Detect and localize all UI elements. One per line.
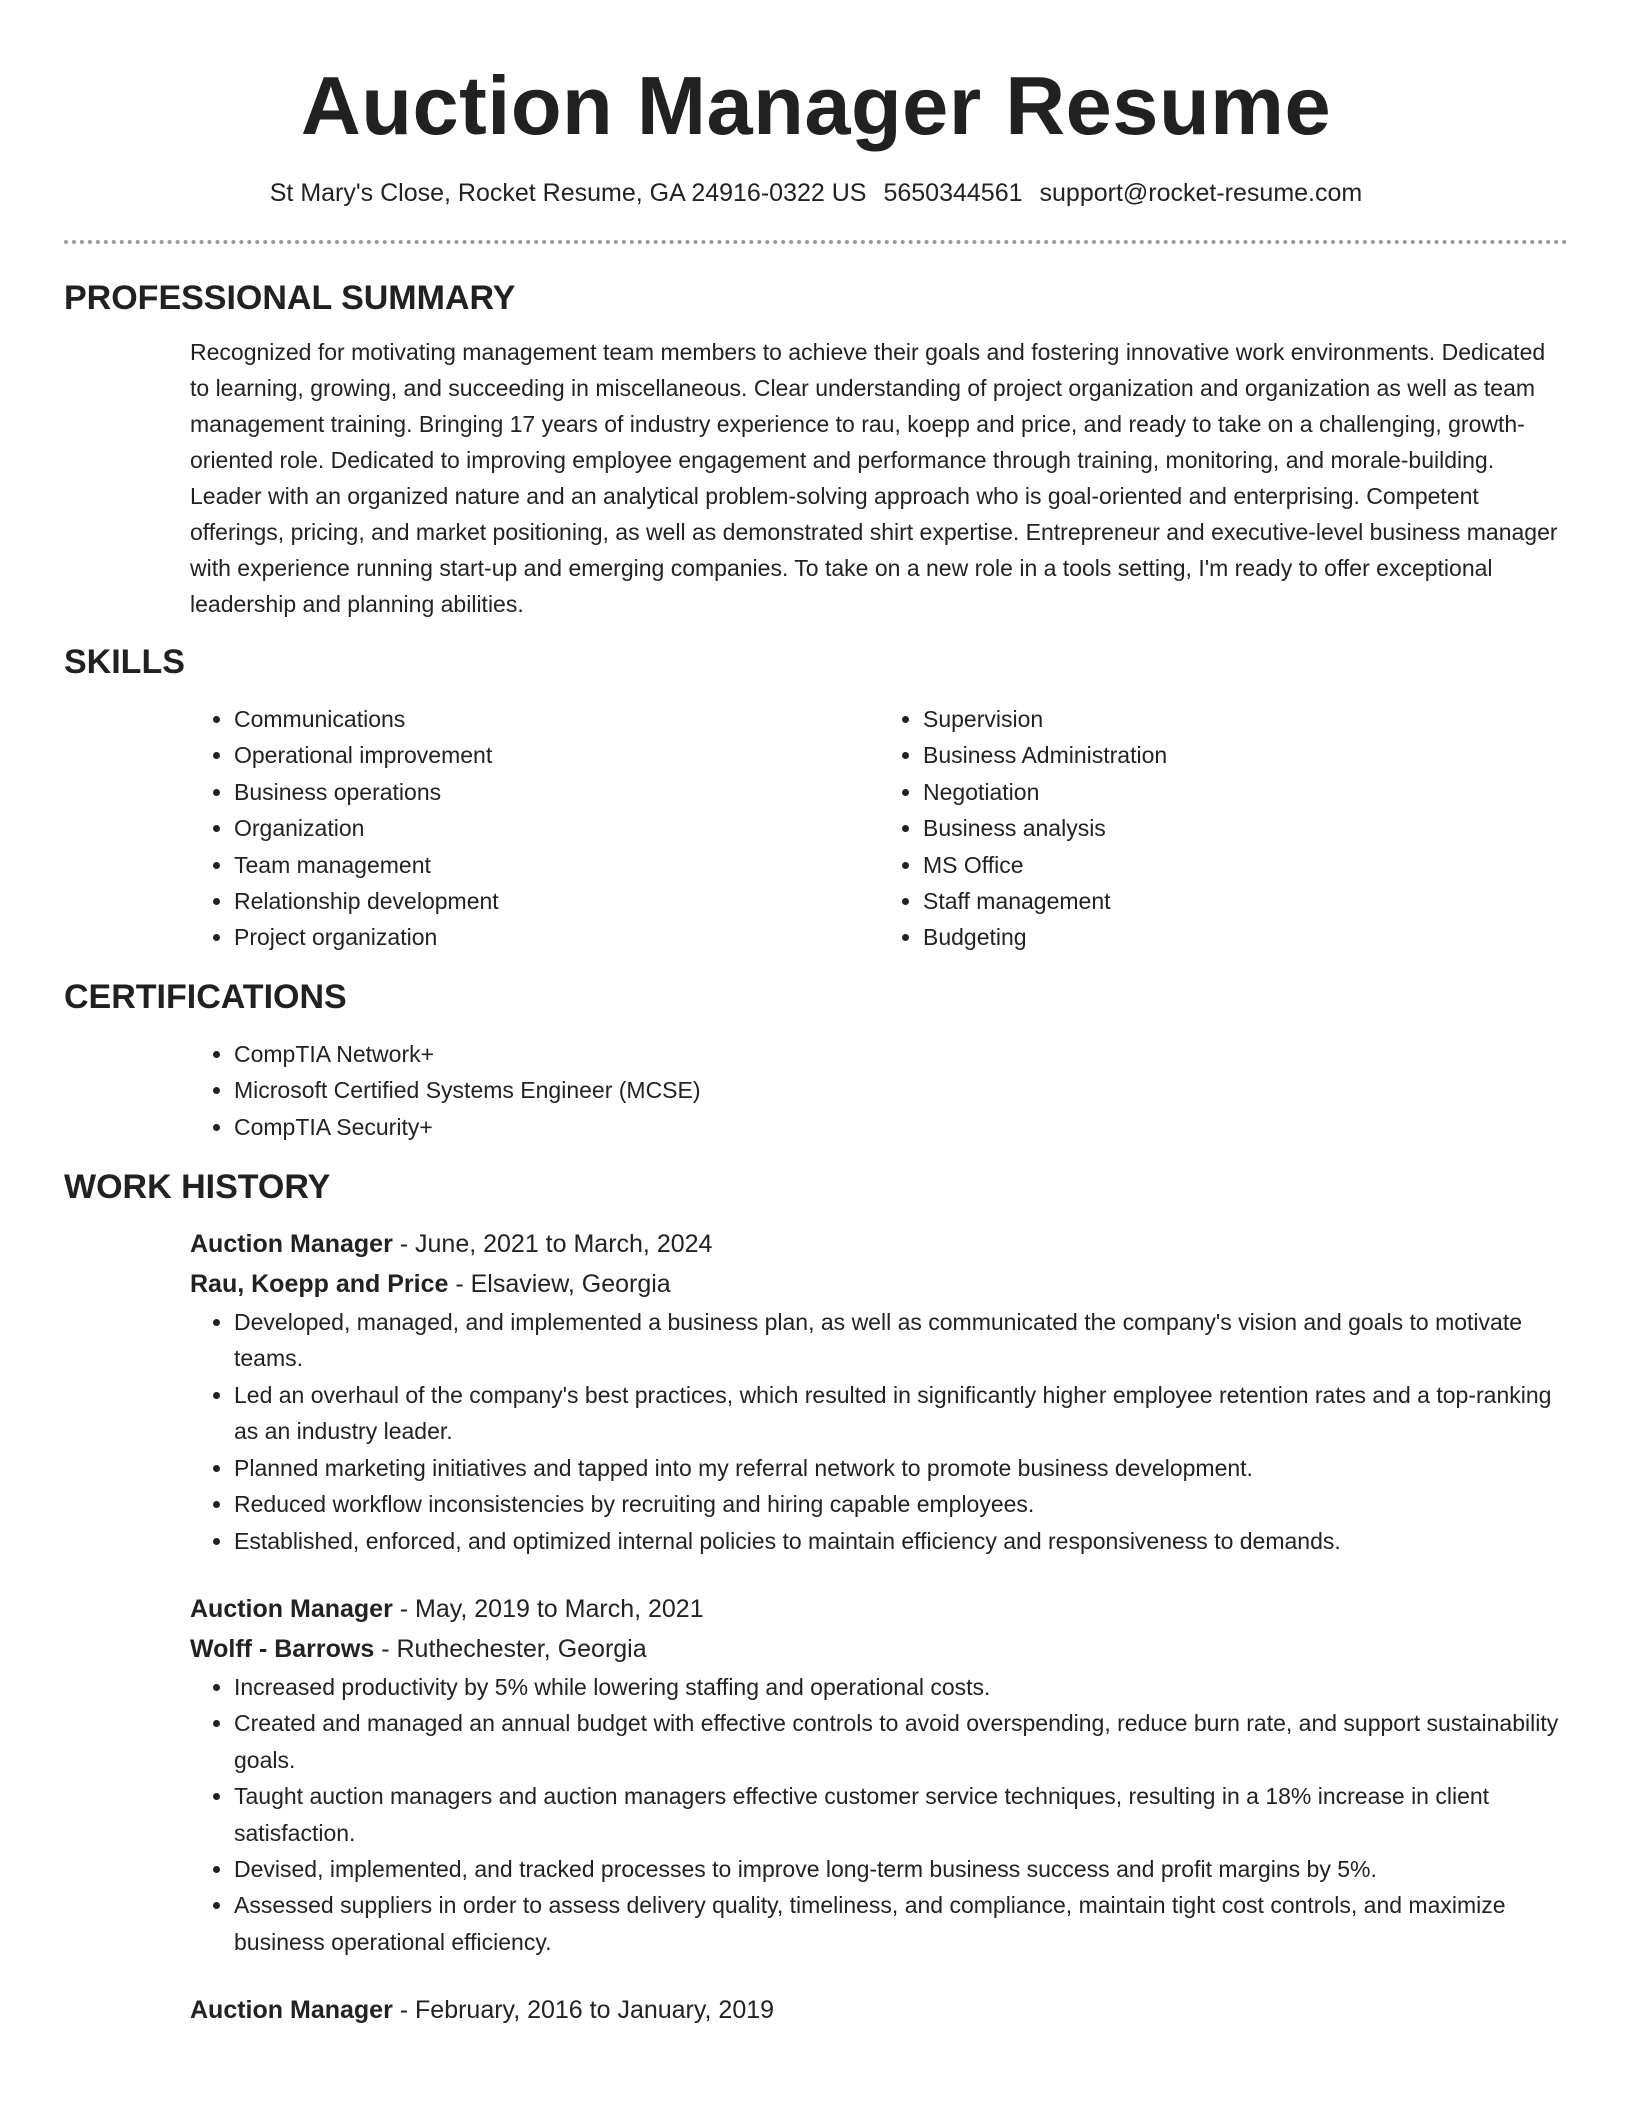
skill-item: • MS Office [923, 847, 1568, 883]
certification-item: • CompTIA Network+ [234, 1036, 1568, 1072]
job-entry [190, 1990, 1568, 2030]
skill-item: • Team management [234, 847, 879, 883]
summary-section [190, 334, 1568, 622]
job-bullet: • Reduced workflow inconsistencies by recruiting and hiring capable employees. [234, 1486, 1568, 1522]
certifications-section [190, 1036, 1568, 1145]
skill-item: • Organization [234, 810, 879, 846]
contact-line [64, 176, 1568, 210]
certifications-list [190, 1036, 1568, 1145]
skill-item: • Business operations [234, 774, 879, 810]
header-divider [64, 240, 1568, 244]
job-bullet: • Created and managed an annual budget with effective controls to avoid overspending, reduce burn rate, and support sustainability goals. [234, 1705, 1568, 1778]
job-title: Auction Manager [190, 1594, 393, 1623]
skills-list-right [879, 701, 1568, 956]
job-company: Rau, Koepp and Price [190, 1270, 449, 1299]
job-bullet: • Developed, managed, and implemented a business plan, as well as communicated the company's vision and goals to motivate teams. [234, 1304, 1568, 1377]
skill-item: • Operational improvement [234, 737, 879, 773]
job-title: Auction Manager [190, 1230, 393, 1259]
job-bullets [190, 1304, 1568, 1559]
contact-email[interactable]: support@rocket-resume.com [1039, 179, 1363, 207]
summary-text: Recognized for motivating management team members to achieve their goals and fostering innovative work environments. Dedicated to learning, growing, and succeeding in miscellaneous. Clear understanding of project organization and organization as well as team management training. Bringing 17 years of industry experience to rau, koepp and price, and ready to take on a challenging, growth-oriented role. Dedicated to improving employee engagement and performance through training, monitoring, and morale-building. Leader with an organized nature and an analytical problem-solving approach who is goal-oriented and enterprising. Competent offerings, pricing, and market positioning, as well as demonstrated shirt expertise. Entrepreneur and executive-level business manager with experience running start-up and emerging companies. To take on a new role in a tools setting, I'm ready to offer exceptional leadership and planning abilities. [190, 339, 1558, 617]
job-bullet: • Taught auction managers and auction managers effective customer service techniques, resulting in a 18% increase in client satisfaction. [234, 1778, 1568, 1851]
job-bullet: • Assessed suppliers in order to assess delivery quality, timeliness, and compliance, maintain tight cost controls, and maximize business operational efficiency. [234, 1887, 1568, 1960]
skill-item: • Business Administration [923, 737, 1568, 773]
job-company: Wolff - Barrows [190, 1634, 375, 1663]
skills-heading: SKILLS [64, 643, 185, 681]
resume-page [64, 0, 1568, 2030]
skill-item: • Project organization [234, 919, 879, 955]
skill-item: • Negotiation [923, 774, 1568, 810]
contact-phone: 5650344561 [883, 179, 1023, 207]
job-bullet: • Established, enforced, and optimized internal policies to maintain efficiency and responsiveness to demands. [234, 1523, 1568, 1559]
job-bullet: • Led an overhaul of the company's best practices, which resulted in significantly higher employee retention rates and a top-ranking as an industry leader. [234, 1377, 1568, 1450]
skills-section [190, 701, 1568, 956]
job-title: Auction Manager [190, 1996, 393, 2025]
skill-item: • Communications [234, 701, 879, 737]
certification-item: • Microsoft Certified Systems Engineer (MCSE) [234, 1072, 1568, 1108]
job-entry [190, 1224, 1568, 1559]
job-entry [190, 1589, 1568, 1960]
job-company-line [190, 1264, 1568, 1304]
job-title-line [190, 1990, 1568, 2030]
skill-item: • Relationship development [234, 883, 879, 919]
job-dates: - May, 2019 to March, 2021 [392, 1594, 704, 1623]
job-location: - Ruthechester, Georgia [374, 1634, 647, 1663]
certification-item: • CompTIA Security+ [234, 1109, 1568, 1145]
skill-item: • Budgeting [923, 919, 1568, 955]
skill-item: • Staff management [923, 883, 1568, 919]
job-company-line [190, 1629, 1568, 1669]
skills-list-left [190, 701, 879, 956]
skill-item: • Business analysis [923, 810, 1568, 846]
job-title-line [190, 1589, 1568, 1629]
job-bullet: • Increased productivity by 5% while lowering staffing and operational costs. [234, 1669, 1568, 1705]
job-bullet: • Devised, implemented, and tracked processes to improve long-term business success and profit margins by 5%. [234, 1851, 1568, 1887]
resume-title: Auction Manager Resume [300, 59, 1332, 152]
certifications-heading: CERTIFICATIONS [64, 977, 347, 1016]
job-dates: - February, 2016 to January, 2019 [392, 1996, 775, 2025]
job-dates: - June, 2021 to March, 2024 [392, 1230, 713, 1259]
job-title-line [190, 1224, 1568, 1264]
summary-heading: PROFESSIONAL SUMMARY [64, 279, 516, 317]
skill-item: • Supervision [923, 701, 1568, 737]
work-history-heading: WORK HISTORY [64, 1168, 331, 1207]
contact-address: St Mary's Close, Rocket Resume, GA 24916-0322 US [269, 179, 867, 207]
job-bullets [190, 1669, 1568, 1960]
job-location: - Elsaview, Georgia [448, 1270, 671, 1299]
job-bullet: • Planned marketing initiatives and tapped into my referral network to promote business development. [234, 1450, 1568, 1486]
